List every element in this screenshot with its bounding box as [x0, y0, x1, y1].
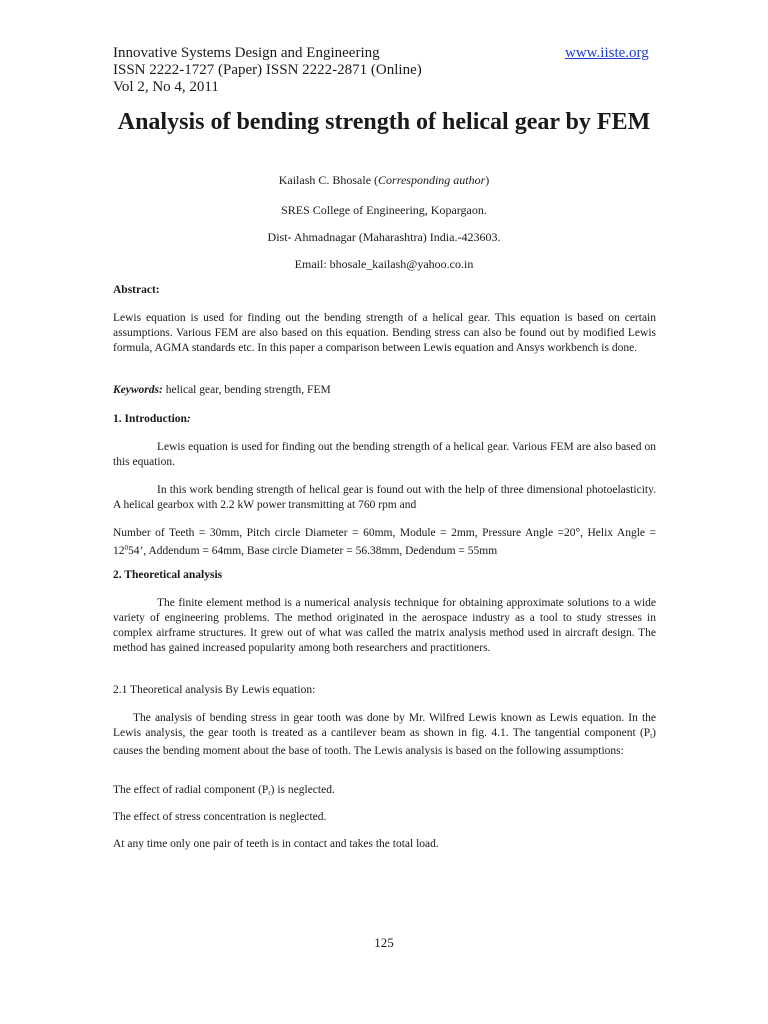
radial-subscript: r: [268, 789, 271, 797]
assumption-1-part-2: ) is neglected.: [270, 784, 335, 796]
author-line: [100, 173, 668, 188]
gear-specifications: [113, 526, 656, 559]
volume-line: Vol 2, No 4, 2011: [113, 79, 219, 95]
gear-spec-part-1: Number of Teeth = 30mm, Pitch circle Diameter = 60mm, Module = 2mm, Pressure Angle =20°, Helix Angle = 12: [113, 527, 656, 557]
intro-heading: [113, 413, 191, 425]
intro-paragraph-1: Lewis equation is used for finding out the bending strength of a helical gear. Various FEM are also based on this equation.: [113, 441, 656, 468]
degree-superscript: 0: [124, 544, 128, 552]
theory-heading: 2. Theoretical analysis: [113, 569, 223, 581]
intro-heading-text: 1. Introduction: [113, 413, 187, 425]
assumption-3: At any time only one pair of teeth is in contact and takes the total load.: [113, 838, 439, 850]
keywords-text: helical gear, bending strength, FEM: [162, 384, 331, 396]
author-email: Email: bhosale_kailash@yahoo.co.in: [294, 257, 474, 271]
issn-line: ISSN 2222-1727 (Paper) ISSN 2222-2871 (Online): [113, 62, 422, 78]
lewis-paragraph: [113, 711, 656, 759]
abstract-text: Lewis equation is used for finding out the bending strength of a helical gear. This equation is based on certain assumptions. Various FEM are also based on this equation. Bending stress can also be found out by modified Lewis formula, AGMA standards etc. In this paper a comparison between Lewis equation and Ansys workbench is done.: [113, 312, 656, 354]
assumption-1-part-1: The effect of radial component (P: [113, 784, 269, 796]
keywords-label: Keywords:: [113, 384, 163, 396]
theory-paragraph-1: The finite element method is a numerical analysis technique for obtaining approximate solutions to a wide variety of engineering problems. The method originated in the aerospace industry as a tool to study stresses in complex airframe structures. It grew out of what was called the matrix analysis method used in aircraft design. The method has gained increased popularity among both researchers and practitioners.: [113, 597, 656, 654]
abstract-heading: Abstract:: [113, 284, 160, 296]
keywords-line: [113, 384, 331, 396]
running-header: [113, 45, 422, 96]
paper-title: Analysis of bending strength of helical gear by FEM: [117, 109, 651, 135]
intro-heading-colon: :: [186, 413, 191, 425]
author-name: Kailash C. Bhosale (: [278, 173, 379, 187]
gear-spec-part-2: 54’, Addendum = 64mm, Base circle Diameter = 56.38mm, Dedendum = 55mm: [128, 545, 498, 557]
assumption-2: The effect of stress concentration is neglected.: [113, 811, 327, 823]
intro-paragraph-2: In this work bending strength of helical gear is found out with the help of three dimensional photoelasticity. A helical gearbox with 2.2 kW power transmitting at 760 rpm and: [113, 484, 656, 511]
author-note: Corresponding author: [378, 173, 486, 187]
assumption-1: [113, 784, 335, 797]
journal-url-link[interactable]: www.iiste.org: [565, 45, 649, 61]
page-number: 125: [374, 935, 394, 950]
affiliation-college: SRES College of Engineering, Kopargaon.: [281, 203, 487, 217]
journal-name: Innovative Systems Design and Engineering: [113, 45, 380, 61]
lewis-subheading: 2.1 Theoretical analysis By Lewis equation:: [113, 684, 316, 696]
lewis-text-part-1: The analysis of bending stress in gear tooth was done by Mr. Wilfred Lewis known as Lewis equation. In the Lewis analysis, the gear tooth is treated as a cantilever beam as shown in fig. 4.1. The tangential component (P: [113, 712, 656, 739]
affiliation-district: Dist- Ahmadnagar (Maharashtra) India.-423603.: [267, 230, 501, 244]
author-close: ): [485, 173, 490, 187]
lewis-text-part-2: ) causes the bending moment about the base of tooth. The Lewis analysis is based on the following assumptions:: [113, 727, 656, 757]
tangential-subscript: t: [650, 732, 653, 740]
